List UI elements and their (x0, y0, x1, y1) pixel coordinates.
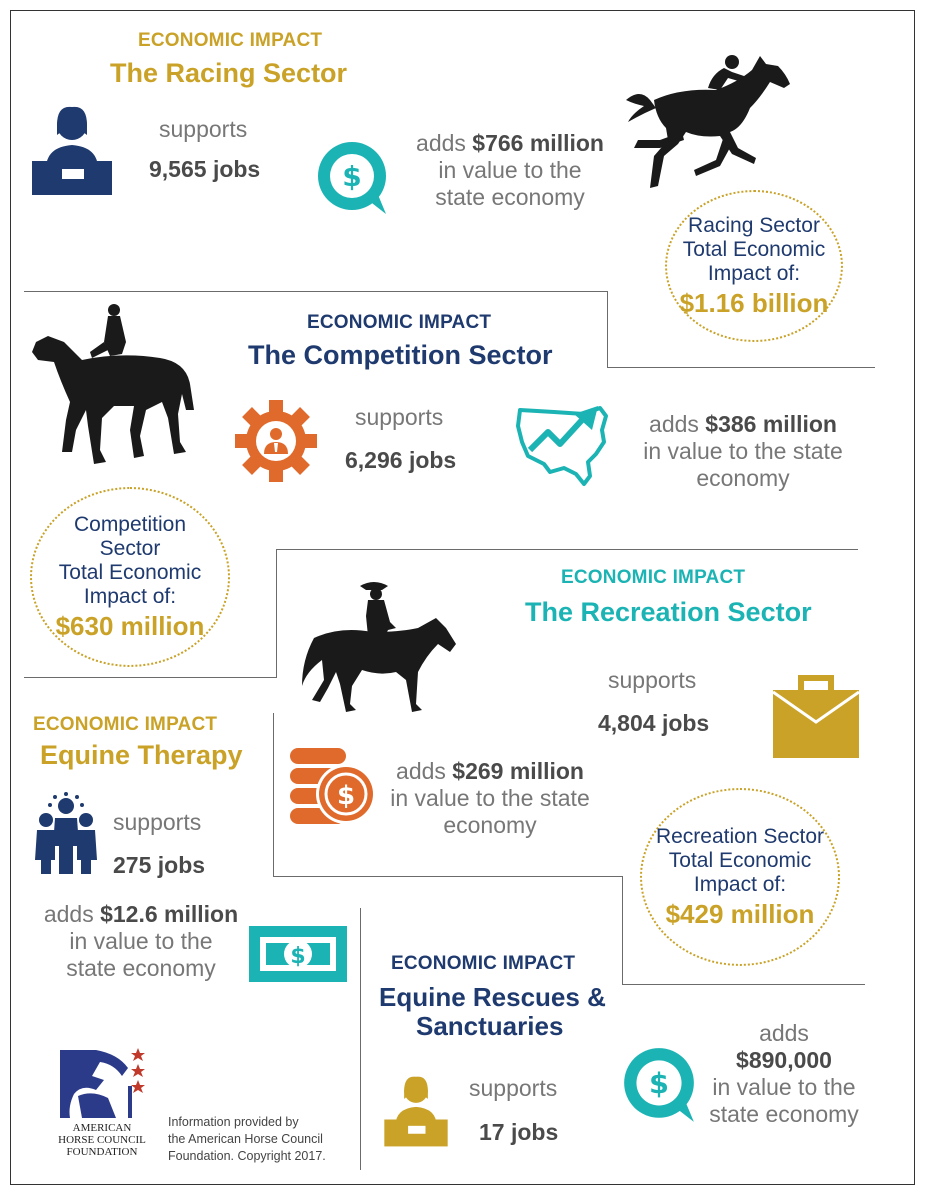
divider-line (276, 549, 277, 677)
competition-title: The Competition Sector (248, 340, 553, 370)
racing-title: The Racing Sector (110, 58, 348, 88)
svg-text:$: $ (336, 781, 356, 811)
western-horse-icon (300, 576, 460, 718)
therapy-adds-amount: $12.6 million (100, 901, 239, 927)
recreation-total-line3: Impact of: (693, 872, 787, 896)
racing-adds-line2: state economy (435, 184, 585, 210)
recreation-total-amount: $429 million (665, 898, 815, 929)
rescues-title-line2: Sanctuaries (416, 1011, 564, 1041)
competition-adds-amount: $386 million (705, 411, 837, 437)
credit-line2: the American Horse Council (168, 1132, 323, 1146)
divider-line (622, 984, 865, 985)
competition-adds-prefix: adds (649, 411, 706, 437)
divider-line (607, 367, 875, 368)
usa-map-trend-icon (514, 402, 614, 488)
rescues-headline: ECONOMIC IMPACT (391, 953, 576, 974)
recreation-supports: supports (608, 667, 697, 693)
coin-stack-icon (288, 738, 378, 830)
racing-jobs: 9,565 jobs (149, 156, 261, 182)
rescues-adds-prefix: adds (759, 1020, 809, 1046)
rescues-adds-line1: in value to the (712, 1074, 856, 1100)
dollar-chat-icon (618, 1046, 700, 1124)
briefcase-icon (771, 670, 861, 760)
rescues-adds-line2: state economy (709, 1101, 859, 1127)
recreation-total-line2: Total Economic (668, 848, 812, 872)
people-group-icon (33, 790, 99, 876)
credit-text (168, 1114, 326, 1165)
racing-total-line3: Impact of: (707, 261, 801, 285)
logo-line3: FOUNDATION (66, 1146, 138, 1158)
rescues-supports: supports (469, 1075, 558, 1101)
competition-adds-line2: economy (696, 465, 790, 491)
racing-total-circle (665, 190, 843, 342)
therapy-jobs: 275 jobs (113, 852, 206, 878)
dollar-bill-icon (248, 925, 348, 983)
racing-headline: ECONOMIC IMPACT (138, 30, 323, 51)
divider-line (607, 291, 608, 367)
recreation-adds-line2: economy (443, 812, 537, 838)
racing-supports: supports (159, 116, 248, 142)
therapy-title: Equine Therapy (40, 740, 243, 770)
recreation-adds-line1: in value to the state (390, 785, 590, 811)
svg-text:$: $ (342, 160, 362, 193)
therapy-supports: supports (113, 809, 202, 835)
logo-line1: AMERICAN (72, 1122, 132, 1134)
recreation-adds-amount: $269 million (452, 758, 584, 784)
rescues-adds (694, 1020, 874, 1128)
recreation-adds (378, 758, 602, 839)
gear-person-icon (233, 398, 319, 484)
rescues-title-line1: Equine Rescues & (379, 982, 606, 1012)
divider-line (24, 677, 277, 678)
rescues-jobs: 17 jobs (479, 1119, 559, 1145)
recreation-headline: ECONOMIC IMPACT (561, 567, 746, 588)
therapy-headline: ECONOMIC IMPACT (33, 714, 218, 735)
credit-line3: Foundation. Copyright 2017. (168, 1149, 326, 1163)
therapy-adds (28, 901, 254, 982)
racing-adds-line1: in value to the (438, 157, 582, 183)
competition-total-line3: Total Economic (58, 560, 202, 584)
recreation-total-line1: Recreation Sector (655, 824, 825, 848)
competition-adds-line1: in value to the state (643, 438, 843, 464)
recreation-total-circle (640, 788, 840, 966)
divider-line (276, 549, 858, 550)
divider-line (273, 876, 623, 877)
racing-total-line2: Total Economic (682, 237, 826, 261)
divider-line (273, 713, 274, 876)
logo-line2: HORSE COUNCIL (58, 1134, 146, 1146)
person-at-desk-icon (378, 1072, 454, 1148)
dollar-chat-icon (314, 140, 394, 216)
competition-headline: ECONOMIC IMPACT (307, 312, 492, 333)
competition-total-amount: $630 million (55, 610, 205, 641)
therapy-adds-line2: state economy (66, 955, 216, 981)
svg-text:$: $ (290, 944, 306, 969)
recreation-title: The Recreation Sector (525, 597, 812, 627)
racing-adds-amount: $766 million (472, 130, 604, 156)
competition-total-line2: Sector (99, 536, 161, 560)
therapy-adds-prefix: adds (43, 901, 101, 927)
competition-total-line1: Competition (73, 512, 187, 536)
racing-adds-prefix: adds (416, 130, 473, 156)
dressage-horse-icon (30, 302, 198, 468)
competition-total-circle (30, 487, 230, 667)
therapy-adds-line1: in value to the (69, 928, 213, 954)
racehorse-jockey-icon (620, 48, 795, 198)
rescues-adds-amount: $890,000 (736, 1047, 832, 1073)
competition-supports: supports (355, 404, 444, 430)
recreation-jobs: 4,804 jobs (598, 710, 710, 736)
racing-total-amount: $1.16 billion (679, 287, 829, 318)
divider-line (622, 876, 623, 984)
credit-line1: Information provided by (168, 1115, 299, 1129)
svg-text:$: $ (649, 1066, 669, 1101)
racing-total-line1: Racing Sector (688, 213, 820, 237)
racing-adds (400, 130, 620, 211)
ahc-foundation-logo (52, 1046, 152, 1158)
competition-adds (620, 411, 866, 492)
competition-jobs: 6,296 jobs (345, 447, 457, 473)
divider-line (24, 291, 608, 292)
recreation-adds-prefix: adds (396, 758, 453, 784)
divider-line (360, 908, 361, 1170)
person-at-desk-icon (24, 103, 120, 195)
competition-total-line4: Impact of: (83, 584, 177, 608)
